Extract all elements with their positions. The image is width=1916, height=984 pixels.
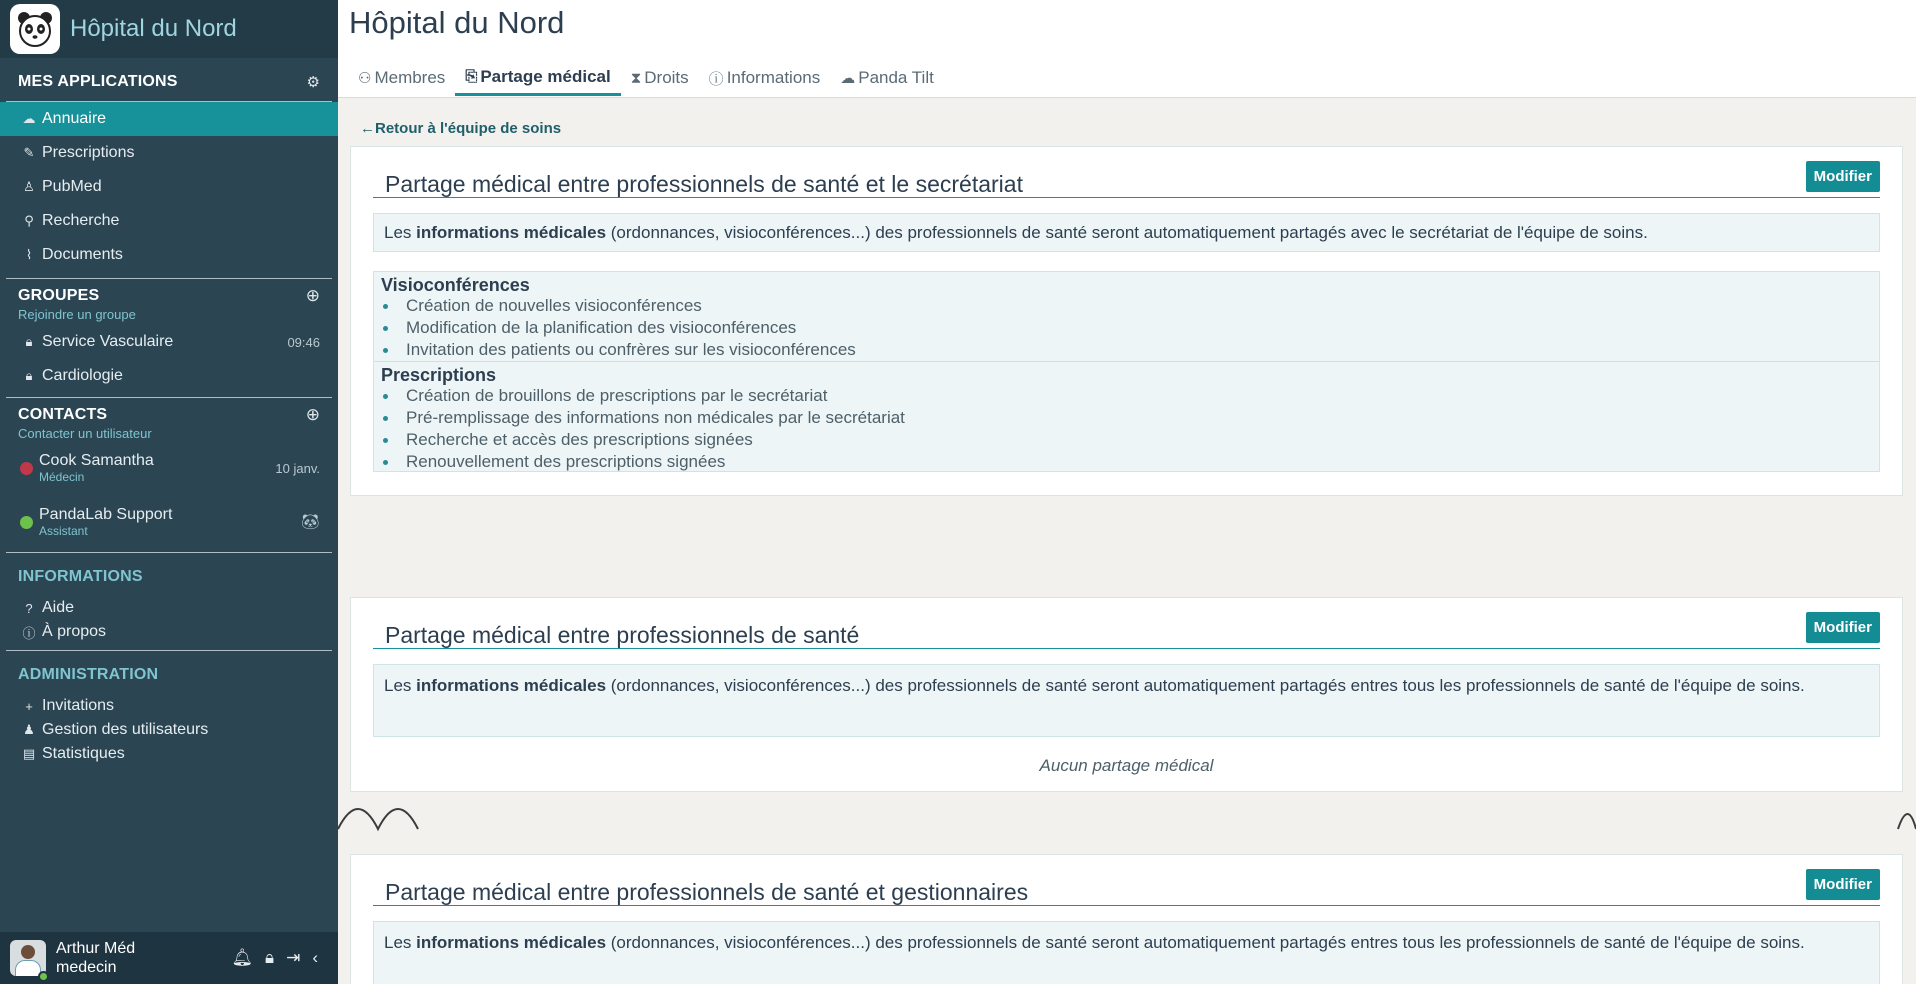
info-box: Les informations médicales (ordonnances, visioconférences...) des professionnels de santé seront automatiquement partagés entres tous les professionnels de santé de l'équipe de soins. [373, 664, 1880, 737]
timestamp: 09:46 [287, 334, 320, 350]
nav-label: Annuaire [42, 110, 107, 127]
sidebar-item-pubmed[interactable] [0, 170, 338, 204]
document-icon: ⎘ [465, 68, 478, 85]
divider [6, 650, 332, 651]
back-to-team-link[interactable]: ←Retour à l'équipe de soins [360, 120, 562, 137]
permission-item: Modification de la planification des visioconférences [381, 317, 1872, 339]
tab-label: Informations [726, 68, 821, 87]
lock-icon[interactable]: 🔒︎ [265, 948, 275, 967]
user-icon: ♙ [23, 179, 35, 194]
admin-item[interactable] [0, 718, 338, 742]
online-status-dot [38, 971, 49, 982]
permission-item: Pré-remplissage des informations non médicales par le secrétariat [381, 407, 1872, 429]
card-header [373, 161, 1880, 198]
plus-icon: + [25, 698, 33, 714]
card-header [373, 869, 1880, 906]
nav-label: Documents [42, 246, 123, 263]
nav-label: Recherche [42, 212, 120, 229]
sharing-card-secretariat [350, 146, 1903, 496]
tab-bar [348, 60, 944, 96]
permission-item: Création de brouillons de prescriptions par le secrétariat [381, 385, 1872, 407]
tab-label: Membres [374, 68, 446, 87]
contact-text [39, 506, 172, 538]
permission-group-title: Prescriptions [381, 365, 497, 385]
settings-gear-icon[interactable]: ⚙ [306, 74, 320, 91]
permission-item: Création de nouvelles visioconférences [381, 295, 1872, 317]
sharing-card-health-professionals [350, 597, 1903, 792]
contact-user-link[interactable]: Contacter un utilisateur [18, 426, 152, 441]
nav-label: Prescriptions [42, 144, 135, 161]
nav-label: Gestion des utilisateurs [42, 721, 209, 738]
group-item[interactable] [0, 325, 338, 359]
info-icon: ⓘ [708, 70, 724, 88]
administration-title: ADMINISTRATION [18, 666, 159, 683]
add-contact-icon[interactable]: ⊕ [305, 405, 320, 424]
info-icon: ⓘ [22, 625, 36, 641]
contact-name: Cook Samantha [39, 452, 154, 469]
permission-group [374, 272, 1879, 361]
help-icon: ? [25, 600, 33, 616]
sidebar-item-prescriptions[interactable] [0, 136, 338, 170]
nav-label: Service Vasculaire [42, 333, 174, 350]
divider [6, 101, 332, 102]
permission-item: Invitation des patients ou confrères sur les visioconférences [381, 339, 1872, 361]
bell-icon[interactable]: 🔔︎ [231, 948, 254, 967]
info-box: Les informations médicales (ordonnances, visioconférences...) des professionnels de santé seront automatiquement partagés avec le secrétariat de l'équipe de soins. [373, 213, 1880, 252]
modify-button[interactable]: Modifier [1806, 612, 1880, 643]
permission-item: Recherche et accès des prescriptions signées [381, 429, 1872, 451]
panda-icon: 🐼︎ [300, 514, 320, 531]
card-title: Partage médical entre professionnels de santé et le secrétariat [385, 171, 1023, 197]
users-icon: ♟ [23, 722, 35, 737]
contact-name: PandaLab Support [39, 506, 173, 523]
tab-panda-tilt[interactable] [830, 60, 944, 96]
document-edit-icon: ✎ [23, 145, 35, 160]
apps-header [0, 73, 338, 91]
contact-text [39, 452, 154, 484]
tab-informations[interactable] [699, 60, 831, 96]
divider [6, 552, 332, 553]
administration-header [0, 666, 338, 684]
user-name: Arthur Méd [56, 940, 136, 957]
content-area [338, 99, 1916, 984]
divider [6, 278, 332, 279]
nav-label: Statistiques [42, 745, 125, 762]
nav-label: Aide [42, 599, 75, 616]
contact-item[interactable] [0, 495, 338, 549]
permission-list [381, 385, 1872, 473]
informations-header [0, 568, 338, 586]
admin-item[interactable] [0, 694, 338, 718]
apps-title: MES APPLICATIONS [18, 73, 178, 90]
tab-droits[interactable] [621, 60, 699, 96]
lock-icon: 🔒︎ [25, 334, 33, 349]
brand-header[interactable] [0, 0, 338, 58]
info-item[interactable] [0, 596, 338, 620]
sidebar-item-annuaire[interactable] [0, 102, 338, 136]
contacts-title: CONTACTS [18, 406, 108, 423]
contact-role: Médecin [39, 470, 85, 484]
modify-button[interactable]: Modifier [1806, 869, 1880, 900]
cloud-icon: ☁ [22, 111, 36, 126]
permission-list [381, 295, 1872, 361]
panda-logo-icon [10, 4, 60, 54]
sidebar [0, 0, 338, 984]
arrow-left-icon: ← [360, 120, 375, 137]
logout-icon[interactable]: ⇥ [286, 948, 301, 967]
nav-label: PubMed [42, 178, 102, 195]
user-bar [0, 932, 338, 984]
contacts-header [0, 405, 338, 425]
divider [6, 397, 332, 398]
contact-timestamp: 10 janv. [275, 460, 320, 476]
permission-group [374, 361, 1879, 473]
add-group-icon[interactable]: ⊕ [305, 286, 320, 305]
empty-state-text: Aucun partage médical [1039, 756, 1214, 775]
group-item[interactable] [0, 359, 338, 393]
tab-membres[interactable] [348, 60, 455, 96]
status-dot [20, 462, 33, 475]
tab-label: Partage médical [480, 66, 611, 86]
join-group-link[interactable]: Rejoindre un groupe [18, 307, 136, 322]
lock-icon: 🔒︎ [25, 368, 33, 383]
page-title: Hôpital du Nord [349, 5, 565, 40]
card-header [373, 612, 1880, 649]
dna-icon: ⧗ [630, 69, 642, 87]
permission-group-title: Visioconférences [381, 275, 530, 295]
groups-title: GROUPES [18, 287, 100, 304]
sidebar-item-recherche[interactable] [0, 204, 338, 238]
sharing-card-managers [350, 854, 1903, 984]
main-area [338, 0, 1916, 984]
cloud-icon: ☁ [840, 70, 856, 87]
status-dot [20, 516, 33, 529]
permission-item: Renouvellement des prescriptions signées [381, 451, 1872, 473]
nav-label: Invitations [42, 697, 115, 714]
tab-label: Panda Tilt [858, 68, 934, 87]
informations-title: INFORMATIONS [18, 568, 143, 585]
sidebar-item-documents[interactable] [0, 238, 338, 272]
tab-label: Droits [644, 68, 689, 87]
collapse-sidebar-icon[interactable]: ‹ [312, 948, 318, 967]
chart-icon: ▤ [22, 746, 36, 761]
users-icon: ⚇ [358, 70, 372, 87]
info-box: Les informations médicales (ordonnances, visioconférences...) des professionnels de santé seront automatiquement partagés entres tous les professionnels de santé de l'équipe de soins. [373, 921, 1880, 984]
tab-partage-médical[interactable] [455, 60, 620, 96]
nav-label: Cardiologie [42, 367, 123, 384]
contact-item[interactable] [0, 441, 338, 495]
card-title: Partage médical entre professionnels de santé et gestionnaires [385, 879, 1029, 905]
card-title: Partage médical entre professionnels de santé [385, 622, 860, 648]
permissions-box [373, 271, 1880, 472]
contact-role: Assistant [39, 524, 88, 538]
brand-title: Hôpital du Nord [70, 15, 237, 42]
page-header [338, 0, 1916, 98]
paperclip-icon: ⌇ [25, 247, 33, 262]
groups-header [0, 286, 338, 306]
nav-label: À propos [42, 623, 107, 640]
user-role: medecin [56, 959, 117, 976]
info-item[interactable] [0, 620, 338, 644]
admin-item[interactable] [0, 742, 338, 766]
modify-button[interactable]: Modifier [1806, 161, 1880, 192]
search-icon: ⚲ [24, 213, 34, 228]
